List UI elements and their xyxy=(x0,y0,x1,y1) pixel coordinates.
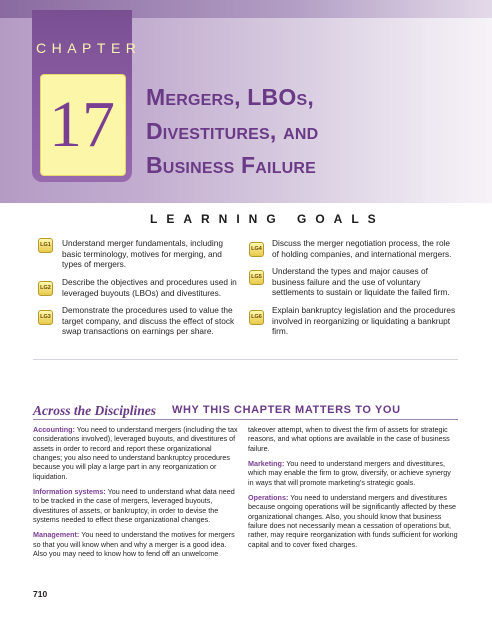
disciplines-heading: Across the Disciplines xyxy=(33,403,157,418)
title-line-1: Mergers, LBOs, xyxy=(146,84,314,110)
text-marketing: You need to understand mergers and divestitures, which may enable the firm to grow, diversify, or achieve synergy in ways that will promote marketing’s strategic goals. xyxy=(248,459,451,487)
paragraph-information-systems xyxy=(33,487,238,524)
label-information-systems: Information systems: xyxy=(33,487,106,497)
label-operations: Operations: xyxy=(248,493,289,503)
disciplines-subheading: WHY THIS CHAPTER MATTERS TO YOU xyxy=(172,404,401,416)
text-information-systems: You need to understand what data need to be tracked in the case of mergers, leveraged buyouts, divestitures of assets, or bankruptcy, in order to devise the systems needed to effect these organizational changes. xyxy=(33,487,235,525)
text-operations: You need to understand mergers and divestitures because ongoing operations will be significantly affected by these organizational changes. Also, you should know that business failure does not necessarily mean a cessation of operations but, rather, may require reorganization with funds sufficient for working capital and to cover fixed charges. xyxy=(248,493,458,549)
lg6-badge-icon: LG6 xyxy=(249,310,264,325)
paragraph-management-continued xyxy=(248,425,458,453)
disciplines-rule xyxy=(33,419,458,420)
chapter-number: 17 xyxy=(49,88,115,161)
lg4-badge-icon: LG4 xyxy=(249,242,264,257)
goal-1-text: Understand merger fundamentals, including basic terminology, motives for merging, and types of mergers. xyxy=(62,238,223,270)
text-management: You need to understand the motives for mergers so that you will know when and why a merger is a good idea. Also you may need to know how to fend off an unwelcome xyxy=(33,530,235,559)
section-divider xyxy=(33,359,458,360)
label-management: Management: xyxy=(33,530,80,540)
disciplines-left-column xyxy=(33,425,238,564)
goal-5-text: Understand the types and major causes of business failure and the use of voluntary settlements to sustain or liquidate the failed firm. xyxy=(272,266,450,298)
paragraph-management xyxy=(33,530,238,558)
goal-4-text: Discuss the merger negotiation process, the role of holding companies, and international mergers. xyxy=(272,238,452,259)
lg1-badge-icon: LG1 xyxy=(38,238,53,253)
goal-6-text: Explain bankruptcy legislation and the procedures involved in reorganizing or liquidating a bankrupt firm. xyxy=(272,305,456,337)
title-line-2: Divestitures, and xyxy=(146,118,319,144)
text-accounting: You need to understand mergers (including the tax considerations involved), leveraged buyouts, and divestitures of assets in order to record and report these organizational changes; you also need to understand bankruptcy procedures because you will play a large part in any reorganization or liquidation. xyxy=(33,425,238,481)
goal-2-text: Describe the objectives and procedures used in leveraged buyouts (LBOs) and divestitures. xyxy=(62,277,237,298)
title-line-3: Business Failure xyxy=(146,152,317,178)
page-number: 710 xyxy=(33,589,48,599)
paragraph-marketing xyxy=(248,459,458,487)
text-management-continued: takeover attempt, when to divest the firm of assets for strategic reasons, and what options are available in the case of business failure. xyxy=(248,425,450,453)
chapter-label: CHAPTER xyxy=(36,40,142,56)
label-marketing: Marketing: xyxy=(248,459,285,469)
lg2-badge-icon: LG2 xyxy=(38,281,53,296)
paragraph-accounting xyxy=(33,425,238,481)
disciplines-right-column xyxy=(248,425,458,555)
goal-3-text: Demonstrate the procedures used to value the target company, and discuss the effect of stock swap transactions on earnings per share. xyxy=(62,305,235,337)
learning-goals-heading: LEARNING GOALS xyxy=(150,212,385,226)
label-accounting: Accounting: xyxy=(33,425,75,434)
lg5-badge-icon: LG5 xyxy=(249,270,264,285)
lg3-badge-icon: LG3 xyxy=(38,310,53,325)
paragraph-operations xyxy=(248,493,458,549)
chapter-title xyxy=(146,80,476,182)
